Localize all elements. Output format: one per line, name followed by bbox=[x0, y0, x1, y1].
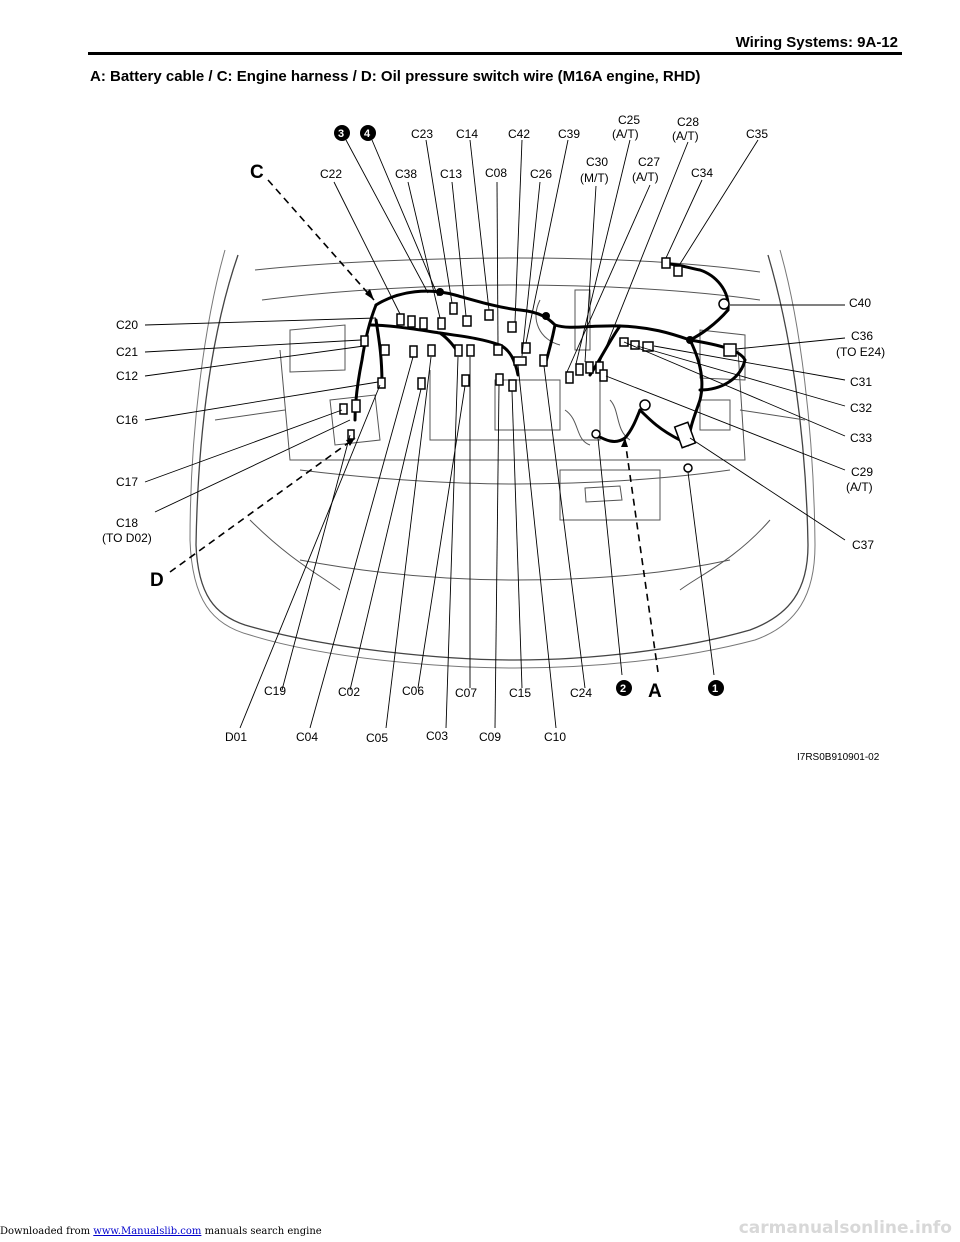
label-c27: C27 bbox=[638, 155, 661, 169]
number-badge-4-text: 4 bbox=[364, 128, 371, 140]
watermark: carmanualsonline.info bbox=[738, 1218, 952, 1238]
label-c22: C22 bbox=[320, 167, 343, 181]
label-c07: C07 bbox=[455, 686, 478, 700]
number-badge-2-text: 2 bbox=[620, 683, 627, 695]
label-c14: C14 bbox=[456, 127, 479, 141]
figure-code: I7RS0B910901-02 bbox=[797, 752, 880, 763]
label-c32: C32 bbox=[850, 401, 873, 415]
label-c20: C20 bbox=[116, 318, 139, 332]
number-badge-3 bbox=[334, 125, 350, 141]
label-c37: C37 bbox=[852, 538, 875, 552]
label-c30: C30 bbox=[586, 155, 609, 169]
label-c04: C04 bbox=[296, 730, 319, 744]
label-c18: C18 bbox=[116, 516, 139, 530]
label-c12: C12 bbox=[116, 369, 139, 383]
footer-prefix: Downloaded from bbox=[0, 1226, 94, 1237]
label-c21: C21 bbox=[116, 345, 139, 359]
label-c18-note: (TO D02) bbox=[102, 531, 152, 545]
label-c39: C39 bbox=[558, 127, 581, 141]
number-badge-1-text: 1 bbox=[712, 683, 719, 695]
section-title: A: Battery cable / C: Engine harness / D: Oil pressure switch wire (M16A engine, RHD) bbox=[90, 68, 701, 85]
label-c35: C35 bbox=[746, 127, 769, 141]
number-badge-4 bbox=[360, 125, 376, 141]
label-c38: C38 bbox=[395, 167, 418, 181]
label-c06: C06 bbox=[402, 684, 425, 698]
label-c40: C40 bbox=[849, 296, 872, 310]
footer bbox=[0, 1226, 322, 1237]
label-c28-note: (A/T) bbox=[672, 129, 699, 143]
label-c27-note: (A/T) bbox=[632, 170, 659, 184]
label-c36-note: (TO E24) bbox=[836, 345, 886, 359]
label-c29: C29 bbox=[851, 465, 874, 479]
label-c19: C19 bbox=[264, 684, 287, 698]
callout-dashed-lines bbox=[170, 180, 658, 672]
label-c23: C23 bbox=[411, 127, 434, 141]
label-c09: C09 bbox=[479, 730, 502, 744]
label-c28: C28 bbox=[677, 115, 700, 129]
label-c03: C03 bbox=[426, 729, 449, 743]
label-c29-note: (A/T) bbox=[846, 480, 873, 494]
number-badge-1 bbox=[708, 680, 724, 696]
label-c05: C05 bbox=[366, 731, 389, 745]
label-c31: C31 bbox=[850, 375, 873, 389]
label-c13: C13 bbox=[440, 167, 463, 181]
label-c02: C02 bbox=[338, 685, 361, 699]
label-c30-note: (M/T) bbox=[580, 171, 609, 185]
page-header-title: Wiring Systems: 9A-12 bbox=[735, 34, 898, 51]
label-c17: C17 bbox=[116, 475, 139, 489]
label-c16: C16 bbox=[116, 413, 139, 427]
number-badge-3-text: 3 bbox=[338, 128, 345, 140]
label-c42: C42 bbox=[508, 127, 531, 141]
label-d01: D01 bbox=[225, 730, 248, 744]
callout-c: C bbox=[250, 162, 264, 183]
number-badge-2 bbox=[616, 680, 632, 696]
label-c08: C08 bbox=[485, 166, 508, 180]
label-c25-note: (A/T) bbox=[612, 127, 639, 141]
label-c34: C34 bbox=[691, 166, 714, 180]
label-c10: C10 bbox=[544, 730, 567, 744]
label-c33: C33 bbox=[850, 431, 873, 445]
leader-lines bbox=[145, 140, 845, 728]
label-c36: C36 bbox=[851, 329, 874, 343]
label-c15: C15 bbox=[509, 686, 532, 700]
label-c26: C26 bbox=[530, 167, 553, 181]
label-c24: C24 bbox=[570, 686, 593, 700]
manualslib-link[interactable]: www.Manualslib.com bbox=[93, 1226, 202, 1237]
harness-junctions bbox=[436, 288, 694, 344]
footer-suffix: manuals search engine bbox=[201, 1226, 322, 1237]
label-c25: C25 bbox=[618, 113, 641, 127]
callout-a: A bbox=[648, 681, 662, 702]
callout-d: D bbox=[150, 570, 164, 591]
